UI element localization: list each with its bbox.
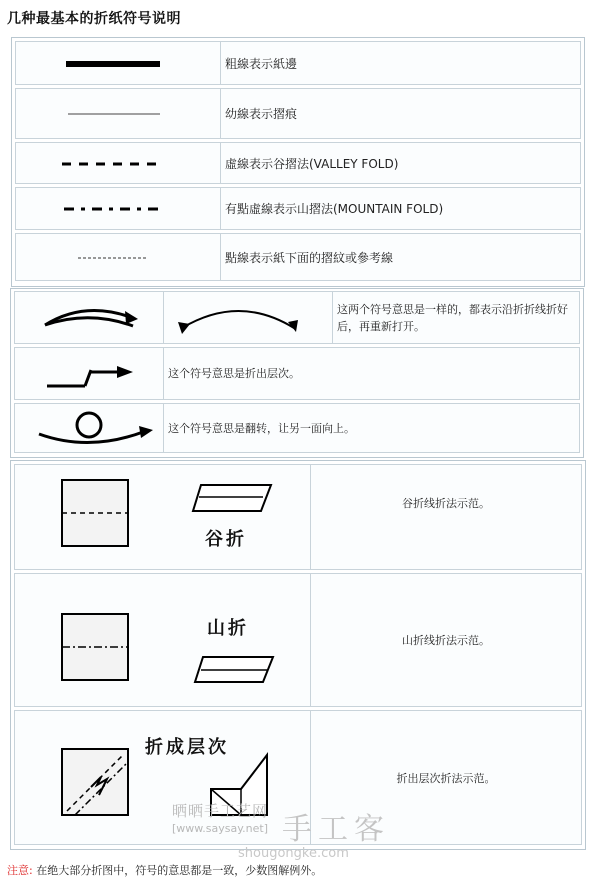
table-row (14, 403, 580, 453)
symbol-cell (16, 89, 221, 138)
description-cell (164, 404, 579, 452)
symbol-cell (15, 404, 164, 452)
table-row (14, 710, 582, 845)
description-text: 这个符号意思是折出层次。 (168, 367, 300, 380)
description-text: 折出层次折法示范。 (396, 771, 496, 785)
dashed-line-icon (16, 143, 220, 185)
description-cell (311, 711, 581, 844)
symbol-cell (15, 465, 311, 569)
dotted-line-icon (16, 234, 220, 282)
valley-fold-diagram-icon (15, 465, 310, 571)
symbol-cell (15, 574, 311, 706)
description-cell (333, 292, 579, 343)
symbol-cell (16, 188, 221, 229)
symbol-cell (164, 292, 333, 343)
mountain-fold-diagram-icon (15, 574, 310, 708)
footnote (7, 862, 322, 878)
description-cell: 粗線表示紙邊 (221, 42, 580, 84)
thin-solid-line-icon (16, 89, 220, 140)
description-cell: 有點虛線表示山摺法(MOUNTAIN FOLD) (221, 188, 580, 229)
watermark-domain: shougongke.com (238, 846, 349, 861)
dash-dot-line-icon (16, 188, 220, 231)
description-cell: 幼線表示摺痕 (221, 89, 580, 138)
symbol-cell (15, 711, 311, 844)
pleat-arrow-icon (15, 348, 163, 401)
table-row (15, 233, 581, 281)
description-text: 山折线折法示范。 (402, 634, 490, 647)
line-symbols-table (11, 37, 585, 287)
table-row (14, 347, 580, 400)
symbol-cell (15, 348, 164, 399)
description-text: 这两个符号意思是一样的，都表示沿折折线折好后，再重新打开。 (337, 302, 568, 333)
table-row (15, 41, 581, 85)
symbol-cell (16, 234, 221, 280)
arrow-symbols-table (10, 288, 584, 458)
description-cell (311, 574, 581, 706)
table-row (14, 573, 582, 707)
fold-label: 折成层次 (145, 737, 229, 758)
description-text: 这个符号意思是翻转，让另一面向上。 (168, 421, 355, 435)
table-row (14, 464, 582, 570)
table-row (15, 88, 581, 139)
table-row (14, 291, 580, 344)
thick-solid-line-icon (16, 42, 220, 86)
description-cell: 虛線表示谷摺法(VALLEY FOLD) (221, 143, 580, 183)
fold-label: 谷折 (205, 529, 247, 550)
unfold-arrow-icon (164, 292, 332, 345)
table-row (15, 187, 581, 230)
page-title: 几种最基本的折纸符号说明 (7, 11, 181, 27)
table-row (15, 142, 581, 184)
fold-unfold-arrow-icon (15, 292, 163, 345)
symbol-cell (16, 42, 221, 84)
symbol-cell (15, 292, 164, 343)
description-cell (311, 465, 581, 569)
note-text: 在绝大部分折图中，符号的意思都是一致，少数图解例外。 (36, 864, 323, 877)
description-text: 谷折线折法示范。 (402, 497, 490, 510)
symbol-cell (16, 143, 221, 183)
note-label: 注意: (7, 864, 33, 877)
description-cell (164, 348, 579, 399)
turn-over-arrow-icon (15, 404, 163, 454)
watermark-brand: 手工客 (282, 812, 390, 847)
fold-label: 山折 (207, 618, 249, 639)
fold-demo-table (10, 460, 586, 850)
watermark-site-url: [www.saysay.net] (172, 822, 269, 835)
description-cell: 點線表示紙下面的摺紋或參考線 (221, 234, 580, 280)
pleat-fold-diagram-icon (15, 711, 310, 846)
watermark-site-cn: 晒晒手工艺网 (172, 802, 269, 820)
